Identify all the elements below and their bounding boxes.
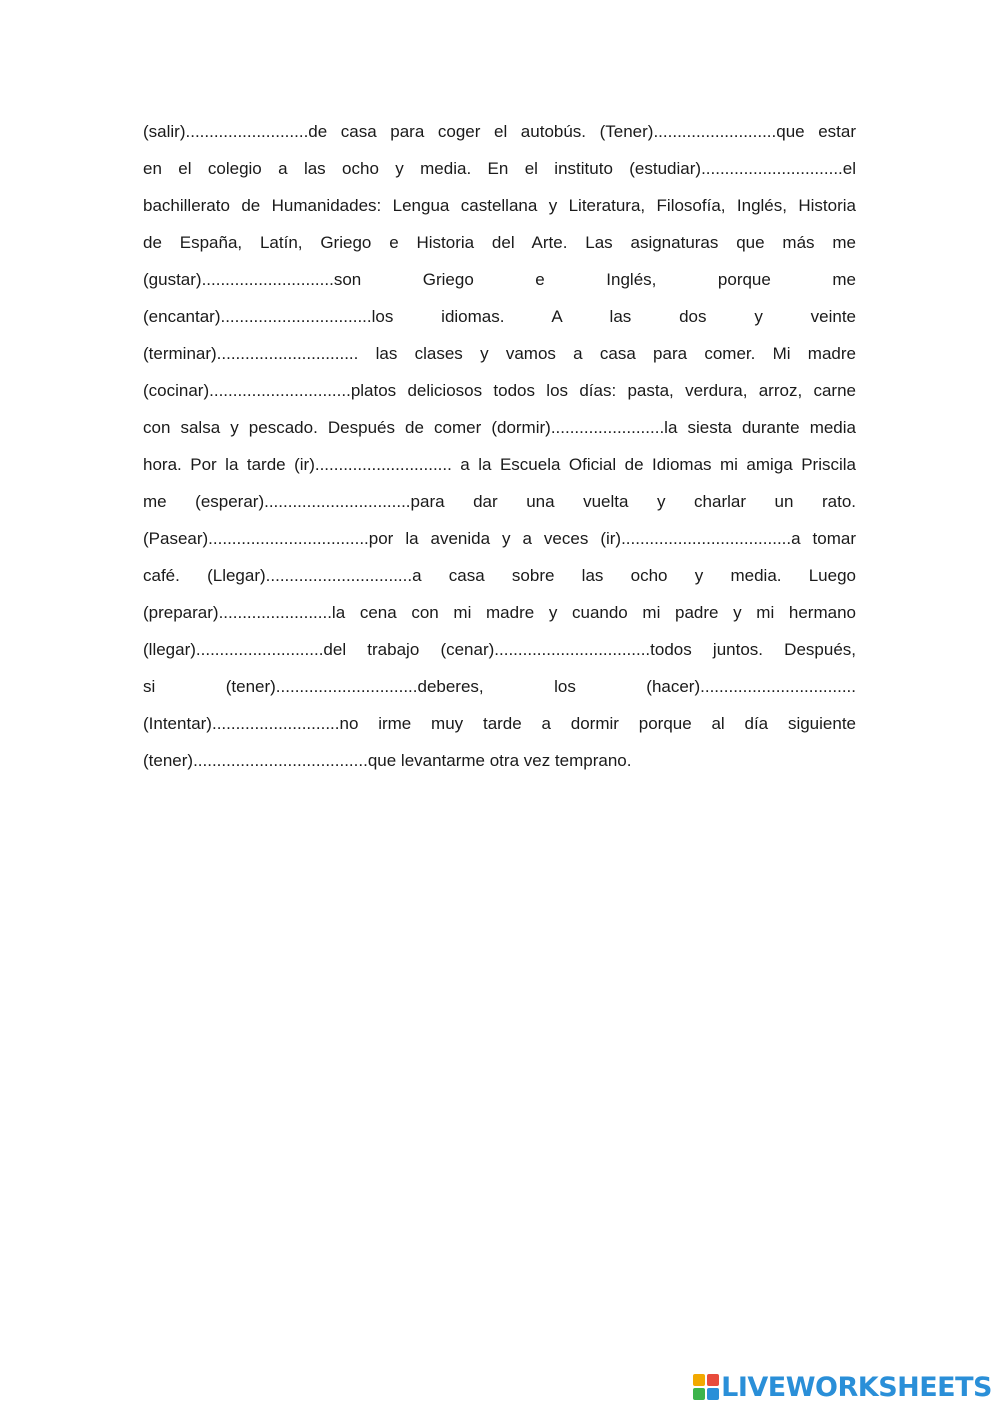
text-line: (salir)..........................de casa para coger el autobús. (Tener)..........................que estar xyxy=(143,122,856,141)
text-line: café. (Llegar)...............................a casa sobre las ocho y media. Luego xyxy=(143,566,856,585)
brand-logo-text: LIVEWORKSHEETS xyxy=(721,1371,992,1403)
text-line: me (esperar)...............................para dar una vuelta y charlar un rato. xyxy=(143,492,856,511)
text-line: (terminar).............................. las clases y vamos a casa para comer. Mi madre xyxy=(143,344,856,363)
logo-tile-blue xyxy=(707,1388,719,1400)
text-line: (Intentar)...........................no irme muy tarde a dormir porque al día siguiente xyxy=(143,714,856,733)
text-line: (encantar)................................los idiomas. A las dos y veinte xyxy=(143,307,856,326)
text-line: (cocinar)..............................platos deliciosos todos los días: pasta, verdura, arroz, carne xyxy=(143,381,856,400)
text-line: con salsa y pescado. Después de comer (dormir)........................la siesta durante media xyxy=(143,418,856,437)
text-line: si (tener)..............................deberes, los (hacer)................................. xyxy=(143,677,856,696)
liveworksheets-logo-icon xyxy=(693,1374,719,1400)
text-line: (llegar)...........................del trabajo (cenar).................................todos juntos. Después, xyxy=(143,640,856,659)
worksheet-text xyxy=(143,113,856,779)
text-line: de España, Latín, Griego e Historia del Arte. Las asignaturas que más me xyxy=(143,233,856,252)
text-line: (preparar)........................la cena con mi madre y cuando mi padre y mi hermano xyxy=(143,603,856,622)
text-line: en el colegio a las ocho y media. En el instituto (estudiar)..............................el xyxy=(143,159,856,178)
text-line: (gustar)............................son Griego e Inglés, porque me xyxy=(143,270,856,289)
text-line: (Pasear)..................................por la avenida y a veces (ir)....................................a tomar xyxy=(143,529,856,548)
liveworksheets-brand xyxy=(693,1369,992,1405)
logo-tile-red xyxy=(707,1374,719,1386)
text-line: bachillerato de Humanidades: Lengua castellana y Literatura, Filosofía, Inglés, Historia xyxy=(143,196,856,215)
logo-tile-yellow xyxy=(693,1374,705,1386)
text-line: (tener).....................................que levantarme otra vez temprano. xyxy=(143,751,632,770)
logo-tile-green xyxy=(693,1388,705,1400)
text-line: hora. Por la tarde (ir)............................. a la Escuela Oficial de Idiomas mi amiga Priscila xyxy=(143,455,856,474)
